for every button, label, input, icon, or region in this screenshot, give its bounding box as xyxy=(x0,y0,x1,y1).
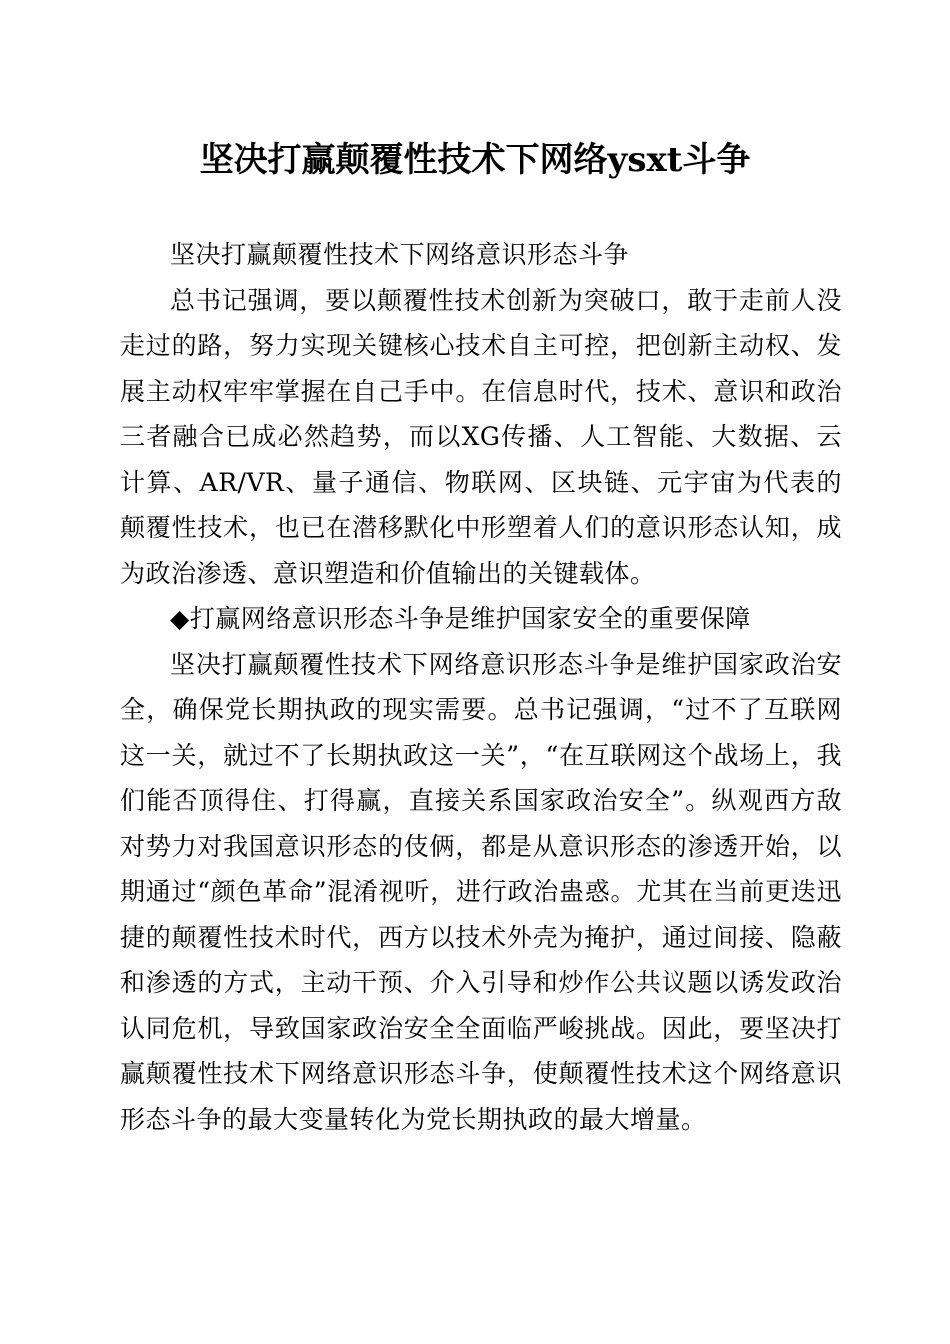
paragraph-security: 坚决打赢颠覆性技术下网络意识形态斗争是维护国家政治安全，确保党长期执政的现实需要。总书记强调，“过不了互联网这一关，就过不了长期执政这一关”，“在互联网这个战场上，我们能否顶得住、打得赢，直接关系国家政治安全”。纵观西方敌对势力对我国意识形态的伎俩，都是从意识形态的渗透开始，以期通过“颜色革命”混淆视听，进行政治蛊惑。尤其在当前更迭迅捷的颠覆性技术时代，西方以技术外壳为掩护，通过间接、隐蔽和渗透的方式，主动干预、介入引导和炒作公共议题以诱发政治认同危机，导致国家政治安全全面临严峻挑战。因此，要坚决打赢颠覆性技术下网络意识形态斗争，使颠覆性技术这个网络意识形态斗争的最大变量转化为党长期执政的最大增量。 xyxy=(120,649,842,1134)
paragraph-intro: 总书记强调，要以颠覆性技术创新为突破口，敢于走前人没走过的路，努力实现关键核心技术自主可控，把创新主动权、发展主动权牢牢掌握在自己手中。在信息时代，技术、意识和政治三者融合已成必然趋势，而以XG传播、人工智能、大数据、云计算、AR/VR、量子通信、物联网、区块链、元宇宙为代表的颠覆性技术，也已在潜移默化中形塑着人们的意识形态认知，成为政治渗透、意识塑造和价值输出的关键载体。 xyxy=(120,285,842,588)
section-heading: ◆打赢网络意识形态斗争是维护国家安全的重要保障 xyxy=(170,604,751,633)
document-body xyxy=(120,232,842,1142)
paragraph-subtitle: 坚决打赢颠覆性技术下网络意识形态斗争 xyxy=(170,240,630,269)
document-title: 坚决打赢颠覆性技术下网络ysxt斗争 xyxy=(199,140,751,180)
